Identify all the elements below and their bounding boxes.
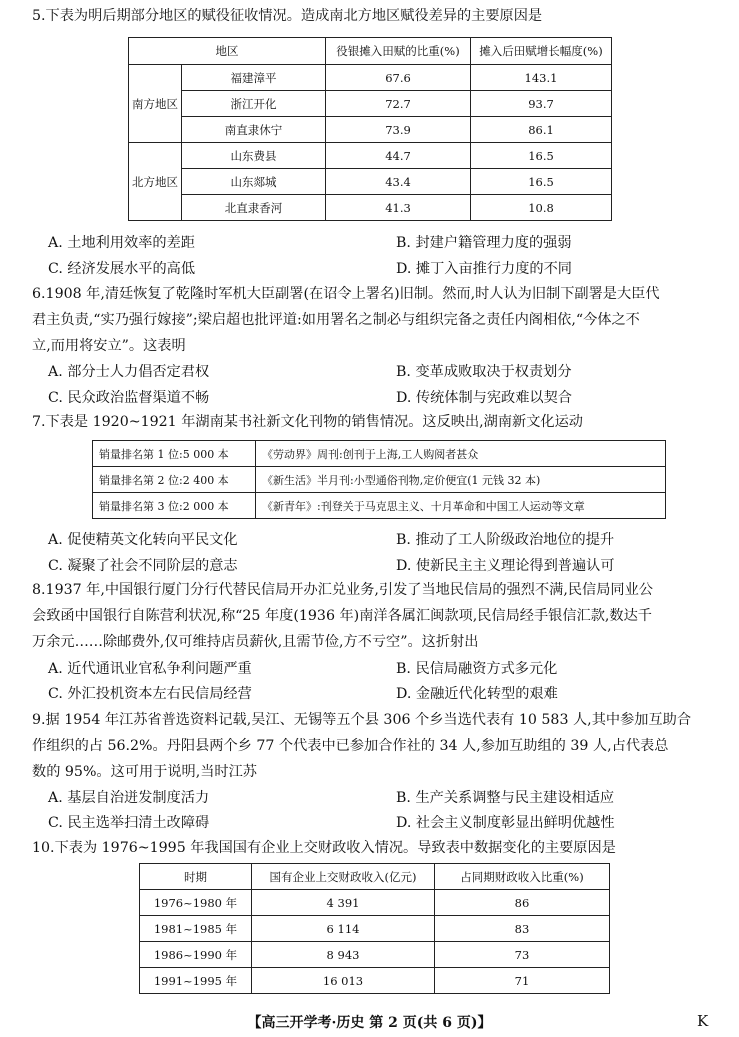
- q7-desc: 《新青年》:刊登关于马克思主义、十月革命和中国工人运动等文章: [256, 493, 666, 519]
- q5-header-ratio: 役银摊入田赋的比重(%): [326, 38, 471, 65]
- q9-option-a[interactable]: A. 基层自治迸发制度活力: [48, 790, 210, 806]
- q8-option-b[interactable]: B. 民信局融资方式多元化: [396, 661, 558, 677]
- q7-rank: 销量排名第 1 位:5 000 本: [93, 441, 256, 467]
- q5-ratio: 41.3: [326, 195, 471, 221]
- q8-option-a[interactable]: A. 近代通讯业官私争利问题严重: [48, 661, 252, 677]
- q10-header-share: 占同期财政收入比重(%): [435, 864, 610, 890]
- q7-desc: 《劳动界》周刊:创刊于上海,工人购阅者甚众: [256, 441, 666, 467]
- q5-ratio: 67.6: [326, 65, 471, 91]
- q7-option-b[interactable]: B. 推动了工人阶级政治地位的提升: [396, 532, 615, 548]
- q6-line-3: 立,而用将安立”。这表明: [32, 338, 186, 354]
- q5-growth: 93.7: [471, 91, 612, 117]
- q5-place: 山东郯城: [182, 169, 326, 195]
- q5-ratio: 73.9: [326, 117, 471, 143]
- q5-ratio: 72.7: [326, 91, 471, 117]
- q5-option-a[interactable]: A. 土地利用效率的差距: [48, 235, 195, 251]
- q5-stem: 5.下表为明后期部分地区的赋役征收情况。造成南北方地区赋役差异的主要原因是: [32, 8, 543, 24]
- q8-line-1: 8.1937 年,中国银行厦门分行代替民信局开办汇兑业务,引发了当地民信局的强烈不满,民信局同业公: [32, 582, 653, 598]
- q10-share: 71: [435, 968, 610, 994]
- page-footer: 【高三开学考·历史 第 2 页(共 6 页)】: [247, 1015, 492, 1031]
- q9-option-b[interactable]: B. 生产关系调整与民主建设相适应: [396, 790, 615, 806]
- q10-table: [139, 863, 610, 994]
- q5-ratio: 44.7: [326, 143, 471, 169]
- q6-option-a[interactable]: A. 部分士人力倡否定君权: [48, 364, 210, 380]
- q10-share: 73: [435, 942, 610, 968]
- q8-option-d[interactable]: D. 金融近代化转型的艰难: [396, 686, 558, 702]
- q10-period: 1991~1995 年: [140, 968, 252, 994]
- q5-growth: 16.5: [471, 143, 612, 169]
- q8-line-3: 万余元……除邮费外,仅可维持店员薪伙,且需节俭,方不亏空”。这折射出: [32, 634, 479, 650]
- q10-share: 86: [435, 890, 610, 916]
- q10-header-period: 时期: [140, 864, 252, 890]
- q7-option-c[interactable]: C. 凝聚了社会不同阶层的意志: [48, 558, 238, 574]
- q5-place: 山东费县: [182, 143, 326, 169]
- q5-header-region: 地区: [129, 38, 326, 65]
- q7-table: [92, 440, 666, 519]
- page-version-letter: K: [697, 1012, 709, 1030]
- q7-desc: 《新生活》半月刊:小型通俗刊物,定价便宜(1 元钱 32 本): [256, 467, 666, 493]
- q5-growth: 10.8: [471, 195, 612, 221]
- q10-stem: 10.下表为 1976~1995 年我国国有企业上交财政收入情况。导致表中数据变化的主要原因是: [32, 840, 616, 856]
- q5-header-growth: 摊入后田赋增长幅度(%): [471, 38, 612, 65]
- q5-table: [128, 37, 612, 221]
- q10-amount: 16 013: [252, 968, 435, 994]
- q5-growth: 86.1: [471, 117, 612, 143]
- q7-rank: 销量排名第 3 位:2 000 本: [93, 493, 256, 519]
- q6-option-b[interactable]: B. 变革成败取决于权责划分: [396, 364, 572, 380]
- q10-period: 1986~1990 年: [140, 942, 252, 968]
- q9-option-c[interactable]: C. 民主选举扫清土改障碍: [48, 815, 210, 831]
- q5-option-c[interactable]: C. 经济发展水平的高低: [48, 261, 196, 277]
- q6-option-c[interactable]: C. 民众政治监督渠道不畅: [48, 390, 210, 406]
- q5-option-b[interactable]: B. 封建户籍管理力度的强弱: [396, 235, 572, 251]
- q6-line-1: 6.1908 年,清廷恢复了乾隆时军机大臣副署(在诏令上署名)旧制。然而,时人认为旧制下副署是大臣代: [32, 286, 660, 302]
- q9-line-1: 9.据 1954 年江苏省普选资料记载,吴江、无锡等五个县 306 个乡当选代表有 10 583 人,其中参加互助合: [32, 712, 692, 728]
- q9-line-3: 数的 95%。这可用于说明,当时江苏: [32, 764, 257, 780]
- q9-line-2: 作组织的占 56.2%。丹阳县两个乡 77 个代表中已参加合作社的 34 人,参加互助组的 39 人,占代表总: [32, 738, 669, 754]
- q10-period: 1976~1980 年: [140, 890, 252, 916]
- q7-rank: 销量排名第 2 位:2 400 本: [93, 467, 256, 493]
- q5-growth: 143.1: [471, 65, 612, 91]
- q10-header-amount: 国有企业上交财政收入(亿元): [252, 864, 435, 890]
- q5-place: 福建漳平: [182, 65, 326, 91]
- q5-growth: 16.5: [471, 169, 612, 195]
- q10-period: 1981~1985 年: [140, 916, 252, 942]
- q9-option-d[interactable]: D. 社会主义制度彰显出鲜明优越性: [396, 815, 615, 831]
- q10-share: 83: [435, 916, 610, 942]
- q10-amount: 6 114: [252, 916, 435, 942]
- q5-place: 南直隶休宁: [182, 117, 326, 143]
- q10-amount: 8 943: [252, 942, 435, 968]
- q8-option-c[interactable]: C. 外汇投机资本左右民信局经营: [48, 686, 252, 702]
- q5-ratio: 43.4: [326, 169, 471, 195]
- q7-option-d[interactable]: D. 使新民主主义理论得到普遍认可: [396, 558, 615, 574]
- q7-stem: 7.下表是 1920~1921 年湖南某书社新文化刊物的销售情况。这反映出,湖南新文化运动: [32, 414, 583, 430]
- q5-option-d[interactable]: D. 摊丁入亩推行力度的不同: [396, 261, 572, 277]
- q5-place: 浙江开化: [182, 91, 326, 117]
- q6-option-d[interactable]: D. 传统体制与宪政难以契合: [396, 390, 572, 406]
- q8-line-2: 会致函中国银行自陈营利状况,称“25 年度(1936 年)南洋各属汇闽款项,民信局经手银信汇款,数达千: [32, 608, 652, 624]
- q5-south-label: 南方地区: [129, 65, 182, 143]
- q7-option-a[interactable]: A. 促使精英文化转向平民文化: [48, 532, 238, 548]
- q10-amount: 4 391: [252, 890, 435, 916]
- q5-place: 北直隶香河: [182, 195, 326, 221]
- q6-line-2: 君主负责,“实乃强行嫁接”;梁启超也批评道:如用署名之制必与组织完备之责任内阁相依,“今体之不: [32, 312, 640, 328]
- q5-north-label: 北方地区: [129, 143, 182, 221]
